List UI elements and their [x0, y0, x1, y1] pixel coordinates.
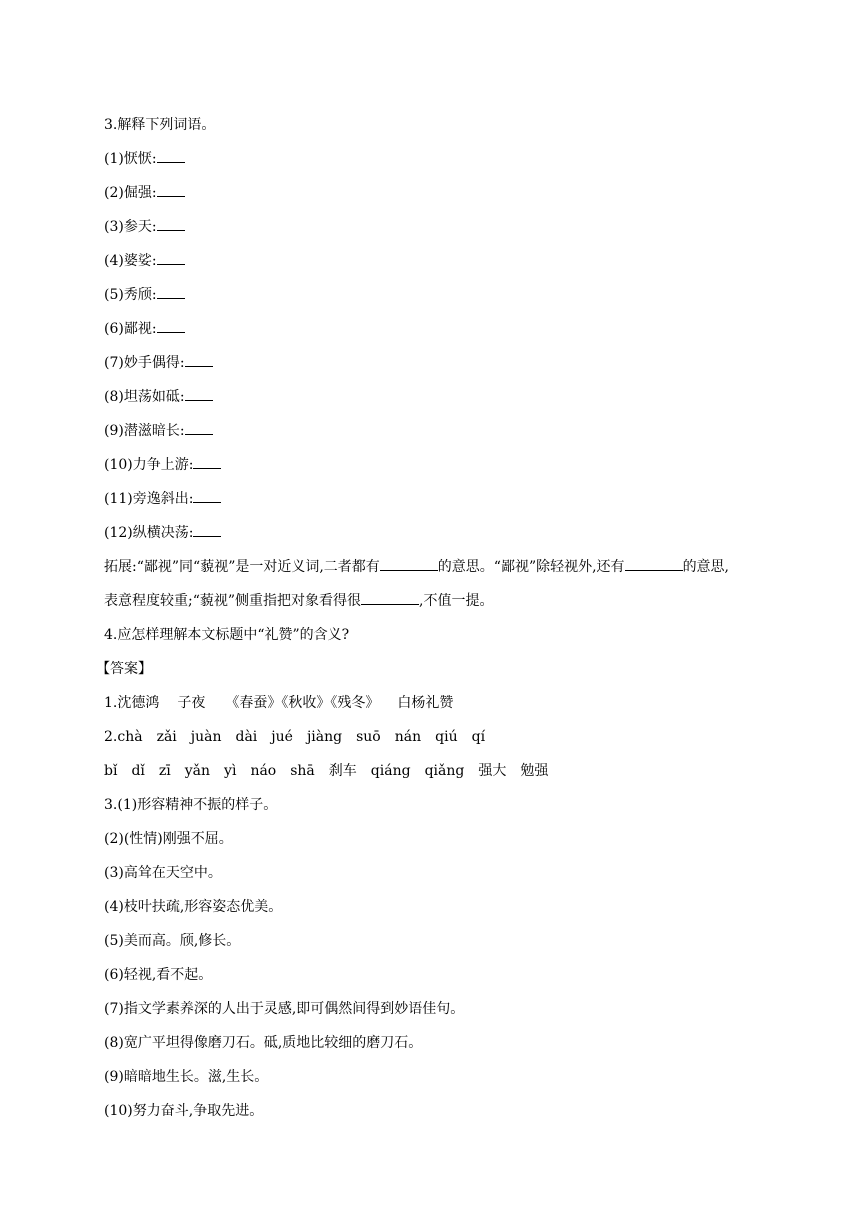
q3-item-6 [104, 312, 766, 346]
pinyin: náo [250, 763, 277, 779]
pinyin: 勉强 [520, 763, 549, 779]
item-label: (5)秀颀: [104, 287, 157, 303]
answer-blank [157, 182, 185, 197]
answer-3-item-5: (5)美而高。颀,修长。 [104, 933, 241, 949]
extension-line-1 [104, 550, 766, 584]
item-label: (6)鄙视: [104, 321, 157, 337]
pinyin: qí [471, 729, 486, 745]
answer-heading: 【答案】 [96, 661, 152, 677]
answer-blank [185, 386, 213, 401]
pinyin: 刹车 [328, 763, 357, 779]
answer-3-item-4: (4)枝叶扶疏,形容姿态优美。 [104, 899, 283, 915]
extension-text: 表意程度较重;“藐视”侧重指把对象看得很 [104, 593, 362, 609]
item-label: (1)恹恹: [104, 151, 157, 167]
answer-blank [193, 454, 221, 469]
answer-3-item-2: (2)(性情)刚强不屈。 [104, 831, 233, 847]
item-label: (4)婆娑: [104, 253, 157, 269]
answer-3-item-7: (7)指文学素养深的人出于灵感,即可偶然间得到妙语佳句。 [104, 1001, 465, 1017]
answer-blank [193, 488, 221, 503]
q3-item-2 [104, 176, 766, 210]
item-label: (11)旁逸斜出: [104, 491, 194, 507]
pinyin: qiú [435, 729, 458, 745]
item-label: (2)倔强: [104, 185, 157, 201]
answer-2-line-1 [104, 720, 766, 754]
item-label: (7)妙手偶得: [104, 355, 185, 371]
answer-3-item-10: (10)努力奋斗,争取先进。 [104, 1103, 264, 1119]
extension-text: 的意思。“鄙视”除轻视外,还有 [437, 559, 625, 575]
q3-item-10 [104, 448, 766, 482]
pinyin: shā [290, 763, 315, 779]
q3-item-11 [104, 482, 766, 516]
q3-item-3 [104, 210, 766, 244]
answer-token: 白杨礼赞 [397, 695, 454, 711]
pinyin: juàn [190, 729, 222, 745]
pinyin: bǐ [104, 763, 118, 779]
pinyin: dài [235, 729, 258, 745]
answer-blank [361, 590, 419, 605]
answer-blank [380, 556, 438, 571]
answer-3-item-8: (8)宽广平坦得像磨刀石。砥,质地比较细的磨刀石。 [104, 1035, 423, 1051]
answer-blank [157, 148, 185, 163]
q3-item-7 [104, 346, 766, 380]
pinyin: jiàng [306, 729, 343, 745]
answer-blank [185, 352, 213, 367]
pinyin: yì [224, 763, 237, 779]
answer-token: 《春蚕》《秋收》《残冬》 [225, 695, 380, 711]
pinyin: dǐ [131, 763, 145, 779]
pinyin: nán [394, 729, 422, 745]
q3-item-5 [104, 278, 766, 312]
question-4-title: 4.应怎样理解本文标题中“礼赞”的含义? [104, 627, 350, 643]
answer-3-item-3: (3)高耸在天空中。 [104, 865, 222, 881]
extension-text: 的意思, [682, 559, 730, 575]
pinyin: qiáng [370, 763, 411, 779]
document-page [96, 108, 766, 1128]
pinyin: 2.chà [104, 729, 143, 745]
item-label: (10)力争上游: [104, 457, 194, 473]
answer-3-item-1: 3.(1)形容精神不振的样子。 [104, 797, 278, 813]
answer-blank [185, 420, 213, 435]
extension-text: ,不值一提。 [419, 593, 494, 609]
extension-text: 拓展:“鄙视”同“藐视”是一对近义词,二者都有 [104, 559, 380, 575]
answer-1 [104, 686, 766, 720]
answer-3-item-6: (6)轻视,看不起。 [104, 967, 213, 983]
answer-blank [157, 284, 185, 299]
item-label: (12)纵横决荡: [104, 525, 194, 541]
pinyin: 强大 [478, 763, 507, 779]
answer-blank [193, 522, 221, 537]
extension-line-2 [104, 584, 766, 618]
answer-token: 子夜 [177, 695, 206, 711]
q3-item-8 [104, 380, 766, 414]
item-label: (8)坦荡如砥: [104, 389, 185, 405]
answer-2-line-2 [104, 754, 766, 788]
pinyin: qiǎng [424, 763, 465, 779]
answer-blank [157, 318, 185, 333]
answer-blank [157, 250, 185, 265]
question-3-title: 3.解释下列词语。 [104, 117, 216, 133]
answer-blank [157, 216, 185, 231]
q3-item-12 [104, 516, 766, 550]
answer-token: 1.沈德鸿 [104, 695, 160, 711]
pinyin: jué [271, 729, 293, 745]
q3-item-9 [104, 414, 766, 448]
item-label: (9)潜滋暗长: [104, 423, 185, 439]
pinyin: zǎi [156, 729, 177, 745]
pinyin: suō [356, 729, 381, 745]
q3-item-1 [104, 142, 766, 176]
item-label: (3)参天: [104, 219, 157, 235]
answer-3-item-9: (9)暗暗地生长。滋,生长。 [104, 1069, 269, 1085]
q3-item-4 [104, 244, 766, 278]
pinyin: yǎn [184, 763, 211, 779]
answer-blank [625, 556, 683, 571]
pinyin: zī [158, 763, 171, 779]
